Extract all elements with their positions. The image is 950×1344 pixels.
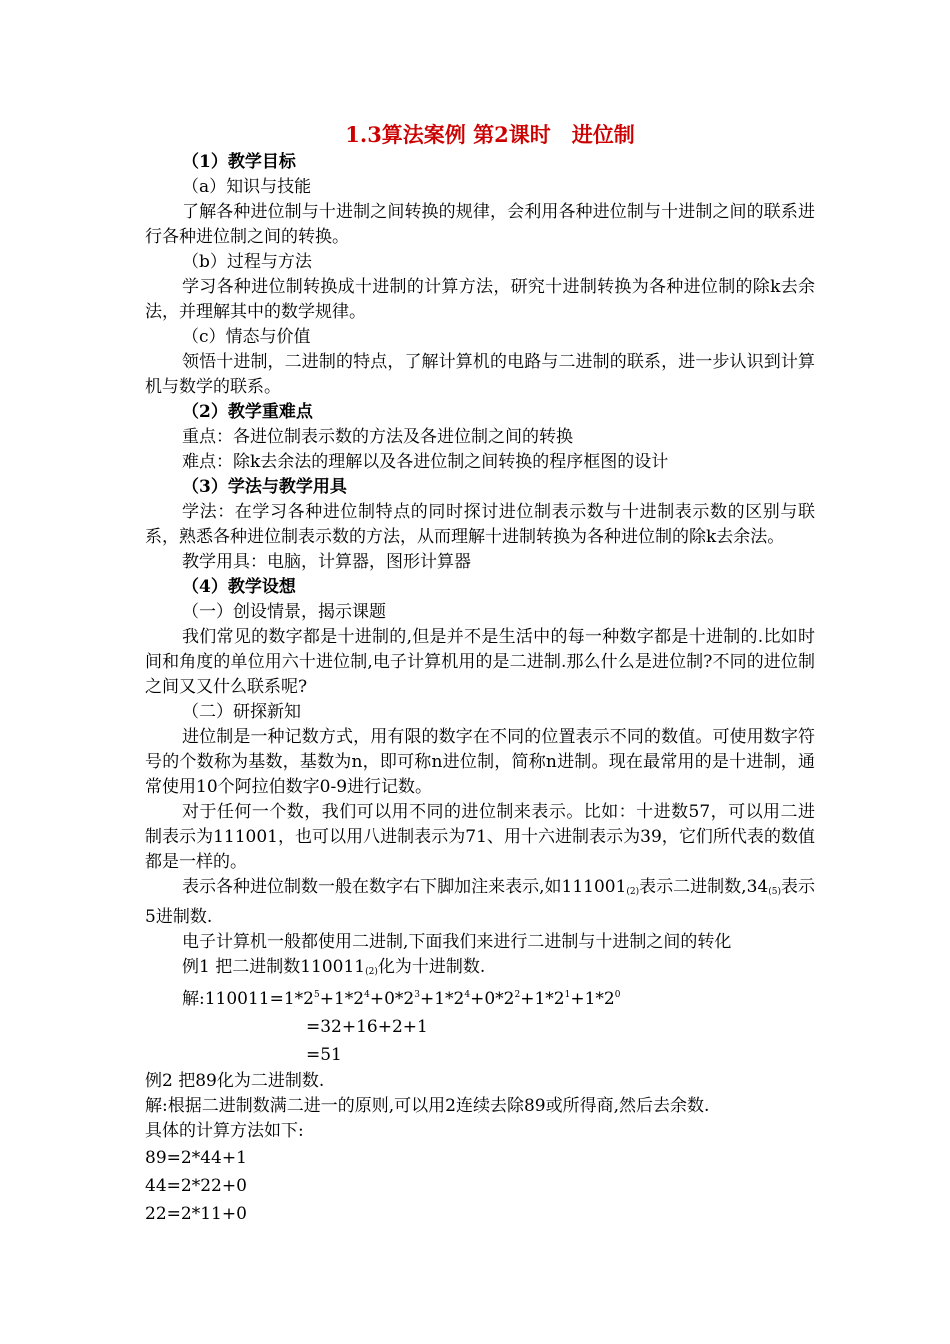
division-step: 22=2*11+0 — [145, 1204, 247, 1224]
exponent: 3 — [414, 990, 420, 1000]
example1-solution-line1 — [145, 985, 815, 1013]
objective-b-text: 学习各种进位制转换成十进制的计算方法，研究十进制转换为各种进位制的除k去余法，并理解其中的数学规律。 — [145, 277, 815, 322]
page-title: 1.3算法案例 第2课时 进位制 — [345, 122, 635, 147]
section-heading-objectives: （1）教学目标 — [182, 152, 296, 172]
example1-solution-line3: =51 — [306, 1045, 342, 1065]
teaching-tools-text: 教学用具：电脑，计算器，图形计算器 — [182, 552, 471, 572]
example2-statement: 例2 把89化为二进制数. — [145, 1071, 325, 1091]
section-heading-methods: （3）学法与教学用具 — [182, 477, 347, 497]
notation-text-b: 表示二进制数,34 — [639, 877, 769, 897]
example1-statement — [145, 955, 815, 985]
key-point-text: 重点：各进位制表示数的方法及各进位制之间的转换 — [182, 427, 573, 447]
part1-text: 我们常见的数字都是十进制的,但是并不是生活中的每一种数字都是十进制的.比如时间和角度的单位用六十进位制,电子计算机用的是二进制.那么什么是进位制?不同的进位制之间又又什么联系呢? — [145, 627, 815, 697]
term-text: +1*2 — [570, 989, 615, 1009]
example1-text-a: 例1 把二进制数110011 — [182, 957, 366, 977]
term-text: +1*2 — [520, 989, 565, 1009]
computer-binary-paragraph: 电子计算机一般都使用二进制,下面我们来进行二进制与十进制之间的转化 — [182, 932, 732, 952]
part2-label: （二）研探新知 — [182, 702, 301, 722]
exponent: 4 — [464, 990, 471, 1000]
objective-c-text: 领悟十进制，二进制的特点，了解计算机的电路与二进制的联系，进一步认识到计算机与数学的联系。 — [145, 352, 815, 397]
exponent: 1 — [564, 990, 571, 1000]
section-heading-key-points: （2）教学重难点 — [182, 402, 313, 422]
solution1-prefix: 解:110011=1*2 — [182, 989, 314, 1009]
term-text: +0*2 — [369, 989, 415, 1009]
exponent: 0 — [614, 990, 621, 1000]
base-definition-paragraph: 进位制是一种记数方式，用有限的数字在不同的位置表示不同的数值。可使用数字符号的个数称为基数，基数为n，即可称n进位制，简称n进制。现在最常用的是十进制，通常使用10个阿拉伯数字0-9进行记数。 — [145, 727, 815, 797]
notation-text-c: 表示5进制数. — [145, 877, 815, 927]
difficult-point-text: 难点：除k去余法的理解以及各进位制之间转换的程序框图的设计 — [182, 452, 669, 472]
objective-c-label: （c）情态与价值 — [182, 327, 311, 347]
term-text: +1*2 — [419, 989, 465, 1009]
notation-subscript-5: (5) — [768, 887, 781, 897]
exponent: 5 — [314, 990, 320, 1000]
exponent: 2 — [514, 990, 521, 1000]
learning-method-text: 学法：在学习各种进位制特点的同时探讨进位制表示数与十进制表示数的区别与联系，熟悉各种进位制表示数的方法，从而理解十进制转换为各种进位制的除k去余法。 — [145, 502, 815, 547]
base-example-paragraph: 对于任何一个数，我们可以用不同的进位制来表示。比如：十进数57，可以用二进制表示为111001，也可以用八进制表示为71、用十六进制表示为39，它们所代表的数值都是一样的。 — [145, 802, 815, 872]
division-step: 44=2*22+0 — [145, 1176, 247, 1196]
objective-b-label: （b）过程与方法 — [182, 252, 312, 272]
division-step: 89=2*44+1 — [145, 1148, 247, 1168]
solution1-terms — [314, 989, 620, 1009]
division-steps — [145, 1144, 815, 1228]
part1-label: （一）创设情景，揭示课题 — [182, 602, 386, 622]
document-page — [145, 120, 815, 1228]
example1-subscript: (2) — [365, 967, 378, 977]
notation-subscript-2: (2) — [626, 887, 640, 897]
example2-solution-cont: 具体的计算方法如下: — [145, 1121, 304, 1141]
notation-paragraph — [145, 875, 815, 930]
term-text: +1*2 — [319, 989, 365, 1009]
example1-solution-line2: =32+16+2+1 — [306, 1017, 428, 1037]
exponent: 4 — [364, 990, 370, 1000]
section-heading-design: （4）教学设想 — [182, 577, 296, 597]
objective-a-text: 了解各种进位制与十进制之间转换的规律，会利用各种进位制与十进制之间的联系进行各种进位制之间的转换。 — [145, 202, 815, 247]
notation-text-a: 表示各种进位制数一般在数字右下脚加注来表示,如111001 — [182, 877, 627, 897]
example2-solution: 解:根据二进制数满二进一的原则,可以用2连续去除89或所得商,然后去余数. — [145, 1096, 710, 1116]
example1-text-b: 化为十进制数. — [377, 957, 486, 977]
objective-a-label: （a）知识与技能 — [182, 177, 312, 197]
term-text: +0*2 — [470, 989, 515, 1009]
